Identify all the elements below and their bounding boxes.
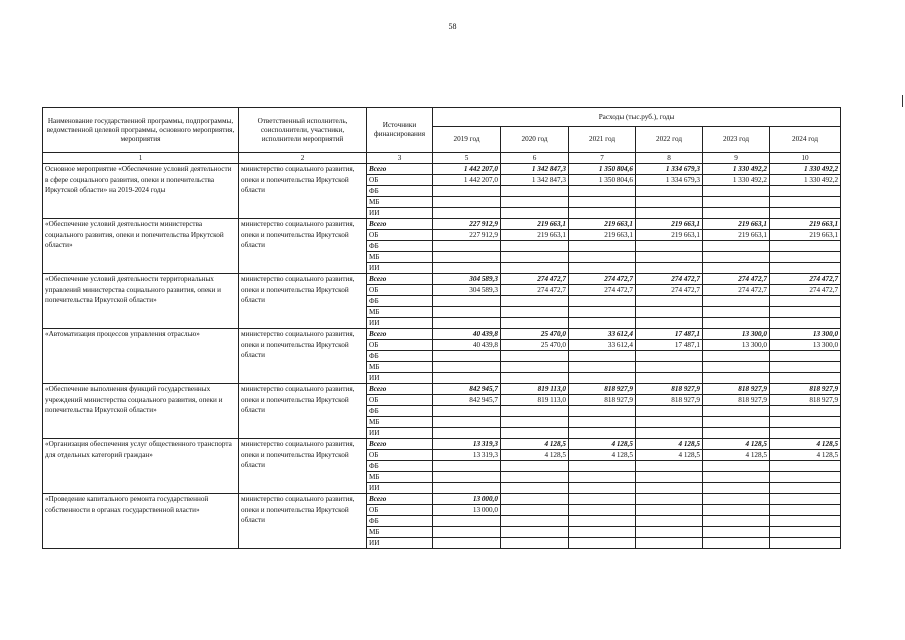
executor-cell: министерство социального развития, опеки и попечительства Иркутской области [239,384,367,439]
amount-cell [501,296,569,307]
amount-cell [569,538,636,549]
amount-cell [569,373,636,384]
amount-cell [636,351,703,362]
amount-cell: 227 912,9 [433,219,501,230]
amount-cell: 1 330 492,2 [703,175,770,186]
amount-cell [433,307,501,318]
funding-source-cell: Всего [367,274,433,285]
column-index-row [43,153,841,164]
funding-source-cell: ОБ [367,230,433,241]
amount-cell: 13 319,3 [433,450,501,461]
amount-cell [770,428,841,439]
column-index: 7 [569,153,636,164]
header-year: 2024 год [770,127,841,153]
header-executor: Ответственный исполнитель, соисполнители, участники, исполнители мероприятий [239,108,367,153]
amount-cell: 33 612,4 [569,329,636,340]
amount-cell: 219 663,1 [703,230,770,241]
table-row [43,329,841,340]
amount-cell: 274 472,7 [703,274,770,285]
funding-source-cell: МБ [367,417,433,428]
measure-name: Основное мероприятие «Обеспечение условий деятельности в сфере социального развития, опеки и попечительства Иркутской области» на 2019-2024 годы [43,164,239,219]
amount-cell [636,538,703,549]
amount-cell [433,527,501,538]
amount-cell [636,307,703,318]
amount-cell [703,263,770,274]
amount-cell [703,428,770,439]
amount-cell [770,483,841,494]
amount-cell [703,505,770,516]
funding-source-cell: ИИ [367,428,433,439]
funding-source-cell: МБ [367,307,433,318]
amount-cell: 13 000,0 [433,494,501,505]
amount-cell [501,307,569,318]
amount-cell: 818 927,9 [636,384,703,395]
amount-cell [433,186,501,197]
funding-source-cell: Всего [367,219,433,230]
amount-cell [569,318,636,329]
amount-cell [770,527,841,538]
funding-source-cell: МБ [367,472,433,483]
amount-cell [433,296,501,307]
amount-cell: 13 300,0 [770,340,841,351]
amount-cell: 274 472,7 [569,285,636,296]
amount-cell [433,417,501,428]
amount-cell [770,516,841,527]
measure-name: «Обеспечение условий деятельности министерства социального развития, опеки и попечительства Иркутской области» [43,219,239,274]
funding-source-cell: ФБ [367,406,433,417]
amount-cell [569,472,636,483]
header-year: 2021 год [569,127,636,153]
amount-cell [433,516,501,527]
amount-cell [433,483,501,494]
amount-cell: 33 612,4 [569,340,636,351]
amount-cell [703,417,770,428]
table-row [43,494,841,505]
amount-cell [636,417,703,428]
amount-cell [501,538,569,549]
amount-cell [433,263,501,274]
amount-cell: 25 470,0 [501,329,569,340]
executor-cell: министерство социального развития, опеки и попечительства Иркутской области [239,219,367,274]
amount-cell: 304 589,3 [433,285,501,296]
amount-cell [770,263,841,274]
amount-cell [501,461,569,472]
scan-mark [902,95,903,107]
header-expenses: Расходы (тыс.руб.), годы [433,108,841,127]
funding-source-cell: ИИ [367,538,433,549]
amount-cell [501,208,569,219]
amount-cell [770,197,841,208]
amount-cell [636,318,703,329]
amount-cell [703,538,770,549]
amount-cell [569,417,636,428]
amount-cell [501,241,569,252]
amount-cell: 1 342 847,3 [501,175,569,186]
amount-cell [770,461,841,472]
amount-cell [636,406,703,417]
amount-cell [569,208,636,219]
measure-name: «Обеспечение выполнения функций государственных учреждений министерства социального развития, опеки и попечительства Иркутской области» [43,384,239,439]
funding-source-cell: Всего [367,439,433,450]
amount-cell [569,494,636,505]
amount-cell [501,351,569,362]
amount-cell: 4 128,5 [569,439,636,450]
header-name: Наименование государственной программы, подпрограммы, ведомственной целевой программы, основного мероприятия, мероприятия [43,108,239,153]
funding-source-cell: ФБ [367,296,433,307]
amount-cell: 4 128,5 [703,450,770,461]
table-row [43,164,841,175]
amount-cell [703,186,770,197]
amount-cell [433,241,501,252]
executor-cell: министерство социального развития, опеки и попечительства Иркутской области [239,274,367,329]
amount-cell [501,483,569,494]
funding-source-cell: Всего [367,494,433,505]
amount-cell [636,197,703,208]
amount-cell [703,296,770,307]
amount-cell [636,472,703,483]
funding-source-cell: ИИ [367,483,433,494]
column-index: 10 [770,153,841,164]
executor-cell: министерство социального развития, опеки и попечительства Иркутской области [239,439,367,494]
amount-cell: 227 912,9 [433,230,501,241]
amount-cell [433,252,501,263]
amount-cell [501,362,569,373]
amount-cell: 1 330 492,2 [703,164,770,175]
amount-cell [636,505,703,516]
amount-cell [770,494,841,505]
amount-cell: 1 334 679,3 [636,175,703,186]
amount-cell [703,351,770,362]
amount-cell [770,406,841,417]
amount-cell [703,472,770,483]
funding-source-cell: Всего [367,384,433,395]
column-index: 2 [239,153,367,164]
amount-cell [501,417,569,428]
amount-cell [703,197,770,208]
executor-cell: министерство социального развития, опеки и попечительства Иркутской области [239,329,367,384]
amount-cell [636,527,703,538]
header-year: 2022 год [636,127,703,153]
amount-cell [636,428,703,439]
funding-source-cell: ОБ [367,175,433,186]
amount-cell: 219 663,1 [636,219,703,230]
column-index: 8 [636,153,703,164]
amount-cell: 819 113,0 [501,384,569,395]
column-index: 9 [703,153,770,164]
amount-cell [636,241,703,252]
amount-cell [501,252,569,263]
amount-cell: 13 300,0 [703,340,770,351]
funding-source-cell: ИИ [367,318,433,329]
funding-source-cell: ОБ [367,450,433,461]
table-row [43,439,841,450]
funding-source-cell: МБ [367,197,433,208]
amount-cell [501,406,569,417]
column-index: 1 [43,153,239,164]
amount-cell [569,307,636,318]
amount-cell [770,186,841,197]
amount-cell: 13 300,0 [770,329,841,340]
amount-cell [636,483,703,494]
amount-cell [703,373,770,384]
amount-cell: 219 663,1 [501,219,569,230]
amount-cell: 219 663,1 [770,219,841,230]
amount-cell [501,516,569,527]
header-year: 2019 год [433,127,501,153]
amount-cell: 274 472,7 [770,274,841,285]
amount-cell: 818 927,9 [770,384,841,395]
funding-source-cell: ФБ [367,351,433,362]
amount-cell: 842 945,7 [433,384,501,395]
amount-cell: 219 663,1 [569,219,636,230]
amount-cell [569,483,636,494]
amount-cell: 13 300,0 [703,329,770,340]
amount-cell: 818 927,9 [636,395,703,406]
amount-cell [569,197,636,208]
amount-cell: 1 350 804,6 [569,175,636,186]
amount-cell: 40 439,8 [433,329,501,340]
amount-cell: 13 319,3 [433,439,501,450]
funding-source-cell: ОБ [367,505,433,516]
funding-source-cell: ОБ [367,395,433,406]
amount-cell: 219 663,1 [501,230,569,241]
column-index: 3 [367,153,433,164]
amount-cell: 4 128,5 [636,450,703,461]
amount-cell: 1 334 679,3 [636,164,703,175]
amount-cell [703,483,770,494]
executor-cell: министерство социального развития, опеки и попечительства Иркутской области [239,494,367,549]
amount-cell [703,307,770,318]
amount-cell [569,252,636,263]
amount-cell [501,318,569,329]
header-source: Источники финансирования [367,108,433,153]
amount-cell [770,505,841,516]
measure-name: «Обеспечение условий деятельности территориальных управлений министерства социального развития, опеки и попечительства Иркутской области» [43,274,239,329]
amount-cell [433,318,501,329]
funding-source-cell: ОБ [367,285,433,296]
amount-cell [501,373,569,384]
amount-cell [569,263,636,274]
amount-cell [770,252,841,263]
amount-cell: 4 128,5 [770,450,841,461]
amount-cell: 219 663,1 [703,219,770,230]
amount-cell [770,318,841,329]
amount-cell [569,296,636,307]
amount-cell: 4 128,5 [770,439,841,450]
funding-source-cell: ИИ [367,373,433,384]
amount-cell [703,494,770,505]
amount-cell: 25 470,0 [501,340,569,351]
amount-cell [703,362,770,373]
amount-cell [703,252,770,263]
amount-cell [433,538,501,549]
amount-cell: 4 128,5 [501,439,569,450]
amount-cell [433,461,501,472]
amount-cell [636,208,703,219]
funding-source-cell: ФБ [367,186,433,197]
amount-cell: 4 128,5 [569,450,636,461]
amount-cell [501,263,569,274]
page-number: 58 [448,22,457,31]
amount-cell [433,208,501,219]
amount-cell [636,263,703,274]
amount-cell: 1 442 207,0 [433,175,501,186]
funding-source-cell: ИИ [367,263,433,274]
funding-source-cell: ФБ [367,241,433,252]
amount-cell [703,208,770,219]
amount-cell: 219 663,1 [636,230,703,241]
amount-cell [636,252,703,263]
amount-cell [770,362,841,373]
amount-cell [501,527,569,538]
amount-cell: 219 663,1 [569,230,636,241]
amount-cell: 1 330 492,2 [770,164,841,175]
amount-cell: 40 439,8 [433,340,501,351]
amount-cell [770,373,841,384]
funding-source-cell: ФБ [367,461,433,472]
column-index: 6 [501,153,569,164]
amount-cell: 1 350 804,6 [569,164,636,175]
amount-cell: 13 000,0 [433,505,501,516]
amount-cell [770,351,841,362]
amount-cell: 4 128,5 [703,439,770,450]
amount-cell [433,351,501,362]
header-year: 2020 год [501,127,569,153]
amount-cell [569,428,636,439]
amount-cell [569,186,636,197]
amount-cell [501,186,569,197]
funding-source-cell: ФБ [367,516,433,527]
amount-cell [569,527,636,538]
measure-name: «Организация обеспечения услуг общественного транспорта для отдельных категорий граждан» [43,439,239,494]
table-row [43,384,841,395]
amount-cell [703,516,770,527]
amount-cell: 274 472,7 [569,274,636,285]
amount-cell [770,307,841,318]
amount-cell [433,406,501,417]
budget-table [42,107,841,549]
amount-cell [636,373,703,384]
funding-source-cell: Всего [367,329,433,340]
amount-cell [501,505,569,516]
amount-cell [569,406,636,417]
funding-source-cell: ИИ [367,208,433,219]
amount-cell: 4 128,5 [636,439,703,450]
amount-cell [636,186,703,197]
amount-cell [703,461,770,472]
amount-cell [636,461,703,472]
amount-cell [501,494,569,505]
amount-cell [569,241,636,252]
amount-cell [569,351,636,362]
amount-cell [636,494,703,505]
amount-cell [770,241,841,252]
amount-cell: 274 472,7 [501,285,569,296]
header-year: 2023 год [703,127,770,153]
amount-cell [433,197,501,208]
amount-cell: 818 927,9 [770,395,841,406]
amount-cell: 1 330 492,2 [770,175,841,186]
funding-source-cell: Всего [367,164,433,175]
amount-cell [433,428,501,439]
amount-cell [770,417,841,428]
amount-cell: 274 472,7 [636,285,703,296]
amount-cell: 274 472,7 [636,274,703,285]
amount-cell: 819 113,0 [501,395,569,406]
measure-name: «Проведение капитального ремонта государственной собственности в органах государственной власти» [43,494,239,549]
amount-cell [569,461,636,472]
amount-cell [636,362,703,373]
executor-cell: министерство социального развития, опеки и попечительства Иркутской области [239,164,367,219]
measure-name: «Автоматизация процессов управления отраслью» [43,329,239,384]
amount-cell [703,241,770,252]
amount-cell [703,406,770,417]
amount-cell: 818 927,9 [569,395,636,406]
amount-cell: 1 442 207,0 [433,164,501,175]
funding-source-cell: МБ [367,362,433,373]
amount-cell: 17 487,1 [636,340,703,351]
amount-cell: 219 663,1 [770,230,841,241]
amount-cell: 818 927,9 [703,395,770,406]
amount-cell [770,208,841,219]
amount-cell [636,296,703,307]
amount-cell [501,428,569,439]
amount-cell [703,318,770,329]
amount-cell: 304 589,3 [433,274,501,285]
funding-source-cell: МБ [367,527,433,538]
amount-cell: 1 342 847,3 [501,164,569,175]
amount-cell [433,472,501,483]
amount-cell [636,516,703,527]
amount-cell [569,362,636,373]
amount-cell [433,362,501,373]
amount-cell: 842 945,7 [433,395,501,406]
table-row [43,219,841,230]
amount-cell: 818 927,9 [569,384,636,395]
amount-cell [703,527,770,538]
amount-cell: 274 472,7 [770,285,841,296]
funding-source-cell: МБ [367,252,433,263]
amount-cell [433,373,501,384]
amount-cell [770,538,841,549]
column-index: 5 [433,153,501,164]
table-row [43,274,841,285]
amount-cell [569,505,636,516]
amount-cell [770,296,841,307]
amount-cell: 274 472,7 [501,274,569,285]
funding-source-cell: ОБ [367,340,433,351]
amount-cell [569,516,636,527]
amount-cell: 4 128,5 [501,450,569,461]
amount-cell: 818 927,9 [703,384,770,395]
amount-cell: 274 472,7 [703,285,770,296]
amount-cell [501,472,569,483]
amount-cell: 17 487,1 [636,329,703,340]
amount-cell [501,197,569,208]
amount-cell [770,472,841,483]
